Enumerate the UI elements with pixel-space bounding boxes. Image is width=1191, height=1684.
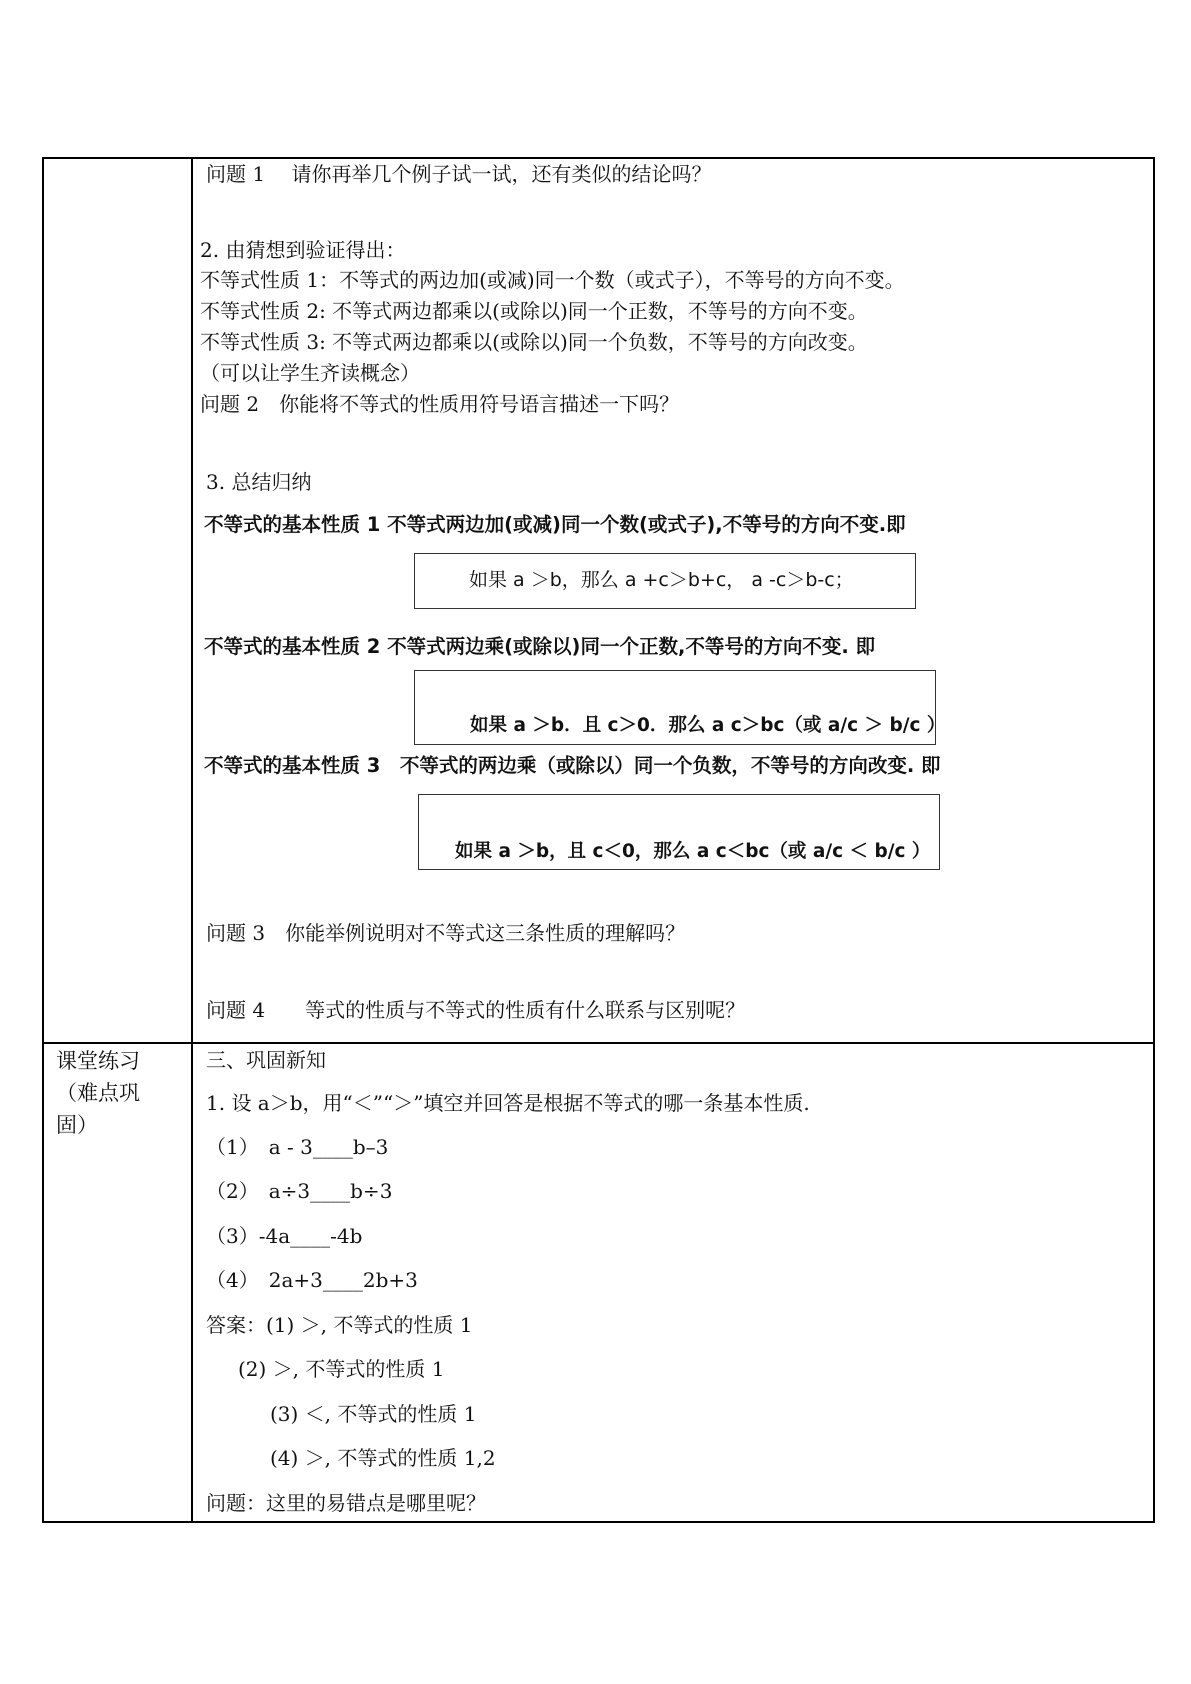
pitfall-question: 问题：这里的易错点是哪里呢？: [206, 1491, 486, 1515]
exercise-item-1: （1） a - 3____b–3: [206, 1135, 389, 1159]
exercise-prompt: 1. 设 a＞b，用“＜”“＞”填空并回答是根据不等式的哪一条基本性质.: [206, 1091, 810, 1115]
table-column-divider: [191, 157, 193, 1523]
consolidation-title: 三、巩固新知: [206, 1048, 326, 1072]
side-label: [56, 1045, 140, 1141]
teaching-note: （可以让学生齐读概念）: [200, 361, 420, 385]
question-2: 问题 2 你能将不等式的性质用符号语言描述一下吗？: [200, 392, 680, 416]
side-label-line-2: （难点巩: [56, 1081, 140, 1105]
question-3: 问题 3 你能举例说明对不等式这三条性质的理解吗？: [206, 921, 686, 945]
side-label-line-3: 固）: [56, 1113, 98, 1137]
formula-box-3: [418, 794, 940, 870]
answer-2: (2) ＞, 不等式的性质 1: [238, 1357, 445, 1381]
answer-1: 答案：(1) ＞, 不等式的性质 1: [206, 1313, 473, 1337]
step-3-title: 3. 总结归纳: [206, 470, 312, 494]
question-1: 问题 1 请你再举几个例子试一试，还有类似的结论吗？: [206, 162, 712, 186]
table-bottom-border: [42, 1521, 1155, 1523]
property-2: 不等式性质 2: 不等式两边都乘以(或除以)同一个正数，不等号的方向不变。: [200, 299, 868, 323]
formula-box-2: [414, 670, 946, 745]
formula-box-1: [414, 553, 916, 609]
answer-4: (4) ＞, 不等式的性质 1,2: [270, 1446, 496, 1470]
exercise-item-2: （2） a÷3____b÷3: [206, 1179, 393, 1203]
table-right-border: [1153, 157, 1155, 1523]
property-1: 不等式性质 1：不等式的两边加(或减)同一个数（或式子），不等号的方向不变。: [200, 268, 905, 292]
side-label-line-1: 课堂练习: [56, 1049, 140, 1073]
table-top-border: [42, 157, 1155, 159]
exercise-item-4: （4） 2a+3____2b+3: [206, 1268, 418, 1292]
formula-2: 如果 a ＞b．且 c＞0．那么 a c＞bc（或 a/c ＞ b/c ）: [470, 715, 946, 736]
property-3: 不等式性质 3: 不等式两边都乘以(或除以)同一个负数，不等号的方向改变。: [200, 330, 868, 354]
basic-property-1: 不等式的基本性质 1 不等式两边加(或减)同一个数(或式子),不等号的方向不变.即: [204, 513, 906, 536]
exercise-item-3: （3）-4a____-4b: [206, 1224, 363, 1248]
formula-3: 如果 a ＞b，且 c＜0，那么 a c＜bc（或 a/c ＜ b/c ）: [455, 841, 931, 862]
basic-property-2: 不等式的基本性质 2 不等式两边乘(或除以)同一个正数,不等号的方向不变. 即: [204, 635, 876, 658]
question-4: 问题 4 等式的性质与不等式的性质有什么联系与区别呢？: [206, 998, 746, 1022]
answer-3: (3) ＜, 不等式的性质 1: [270, 1402, 477, 1426]
step-2-title: 2. 由猜想到验证得出：: [200, 238, 406, 262]
basic-property-3: 不等式的基本性质 3 不等式的两边乘（或除以）同一个负数，不等号的方向改变. 即: [204, 754, 941, 777]
formula-1: 如果 a ＞b，那么 a +c＞b+c， a -c＞b-c；: [469, 569, 854, 591]
table-row-divider: [42, 1042, 1155, 1044]
table-left-border: [42, 157, 44, 1523]
